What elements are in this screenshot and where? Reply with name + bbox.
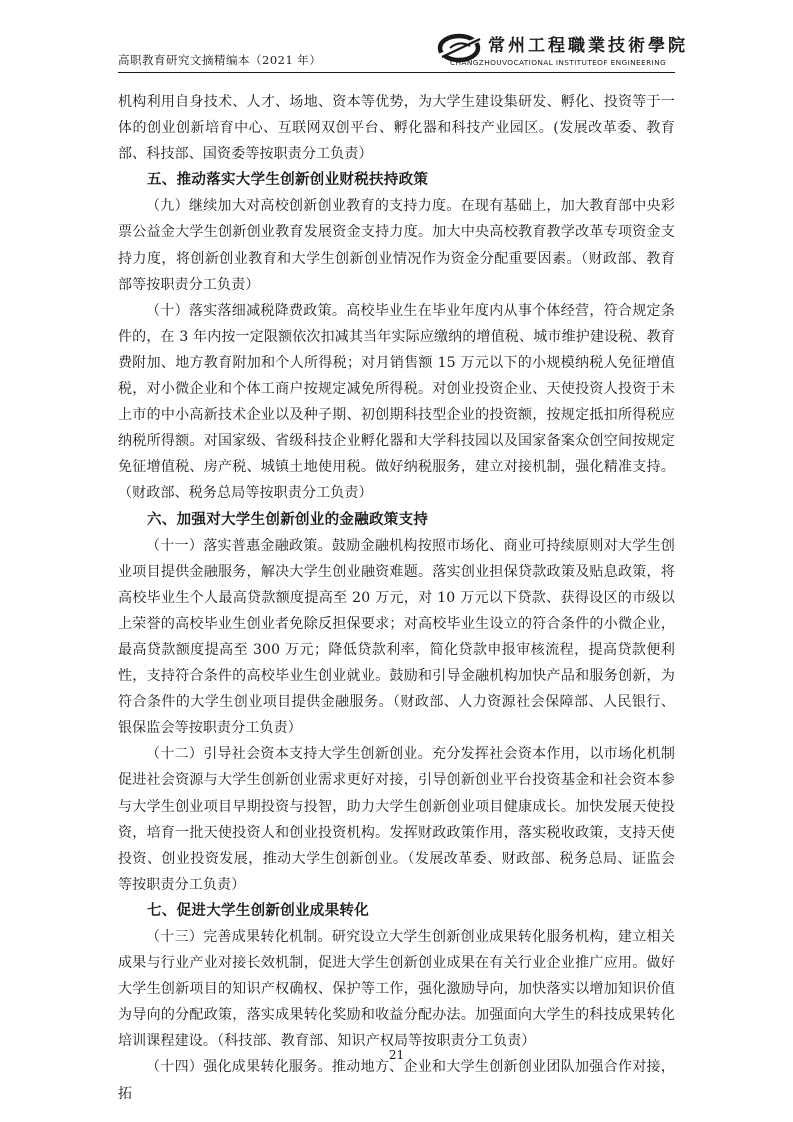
document-body	[118, 89, 675, 1107]
body-paragraph: （十四）强化成果转化服务。推动地方、企业和大学生创新创业团队加强合作对接，拓	[118, 1059, 675, 1102]
body-paragraph: （十一）落实普惠金融政策。鼓励金融机构按照市场化、商业可持续原则对大学生创业项目提供金融服务，解决大学生创业融资难题。落实创业担保贷款政策及贴息政策，将高校毕业生个人最高贷款额度提高至 20 万元，对 10 万元以下贷款、获得设区的市级以上荣誉的高校毕业生创业者免除反担保要求；对高校毕业生设立的符合条件的小微企业，最高贷款额度提高至 300 万元；降低贷款利率，简化贷款申报审核流程，提高贷款便利性，支持符合条件的高校毕业生创业就业。鼓励和引导金融机构加快产品和服务创新，为符合条件的大学生创业项目提供金融服务。（财政部、人力资源社会保障部、人民银行、银保监会等按职责分工负责）	[118, 537, 675, 737]
school-name-en: CHANGZHOUVOCATIONAL INSTITUTEOF ENGINEERING	[450, 58, 667, 67]
page-number: 21	[388, 1048, 405, 1062]
body-paragraph: （九）继续加大对高校创新创业教育的支持力度。在现有基础上，加大教育部中央彩票公益金大学生创新创业教育发展资金支持力度。加大中央高校教育教学改革专项资金支持力度，将创新创业教育和大学生创新创业情况作为资金分配重要因素。（财政部、教育部等按职责分工负责）	[118, 198, 675, 293]
header-publication-title: 高职教育研究文摘精编本（2021 年）	[118, 53, 322, 67]
section-heading: 六、加强对大学生创新创业的金融政策支持	[147, 511, 429, 528]
body-paragraph: （十二）引导社会资本支持大学生创新创业。充分发挥社会资本作用，以市场化机制促进社会资源与大学生创新创业需求更好对接，引导创新创业平台投资基金和社会资本参与大学生创业项目早期投资与投智，助力大学生创新创业项目健康成长。加快发展天使投资，培育一批天使投资人和创业投资机构。发挥财政政策作用，落实税收政策，支持天使投资、创业投资发展，推动大学生创新创业。（发展改革委、财政部、税务总局、证监会等按职责分工负责）	[118, 746, 675, 893]
section-heading: 七、促进大学生创新创业成果转化	[147, 902, 369, 919]
school-name-cn: 常州工程職業技術學院	[488, 36, 688, 56]
body-paragraph: （十三）完善成果转化机制。研究设立大学生创新创业成果转化服务机构，建立相关成果与行业产业对接长效机制，促进大学生创新创业成果在有关行业企业推广应用。做好大学生创新项目的知识产权确权、保护等工作，强化激励导向，加快落实以增加知识价值为导向的分配政策，落实成果转化奖励和收益分配办法。加强面向大学生的科技成果转化培训课程建设。（科技部、教育部、知识产权局等按职责分工负责）	[118, 929, 675, 1050]
body-paragraph: （十）落实落细减税降费政策。高校毕业生在毕业年度内从事个体经营，符合规定条件的，在 3 年内按一定限额依次扣减其当年实际应缴纳的增值税、城市维护建设税、教育费附加、地方教育附加和个人所得税；对月销售额 15 万元以下的小规模纳税人免征增值税，对小微企业和个体工商户按规定减免所得税。对创业投资企业、天使投资人投资于未上市的中小高新技术企业以及种子期、初创期科技型企业的投资额，按规定抵扣所得税应纳税所得额。对国家级、省级科技企业孵化器和大学科技园以及国家备案众创空间按规定免征增值税、房产税、城镇土地使用税。做好纳税服务，建立对接机制，强化精准支持。（财政部、税务总局等按职责分工负责）	[118, 302, 675, 502]
section-heading: 五、推动落实大学生创新创业财税扶持政策	[147, 172, 429, 189]
body-paragraph: 机构利用自身技术、人才、场地、资本等优势，为大学生建设集研发、孵化、投资等于一体的创业创新培育中心、互联网双创平台、孵化器和科技产业园区。(发展改革委、教育部、科技部、国资委等按职责分工负责）	[118, 94, 675, 163]
page-header	[0, 0, 793, 80]
header-rule	[118, 72, 675, 73]
